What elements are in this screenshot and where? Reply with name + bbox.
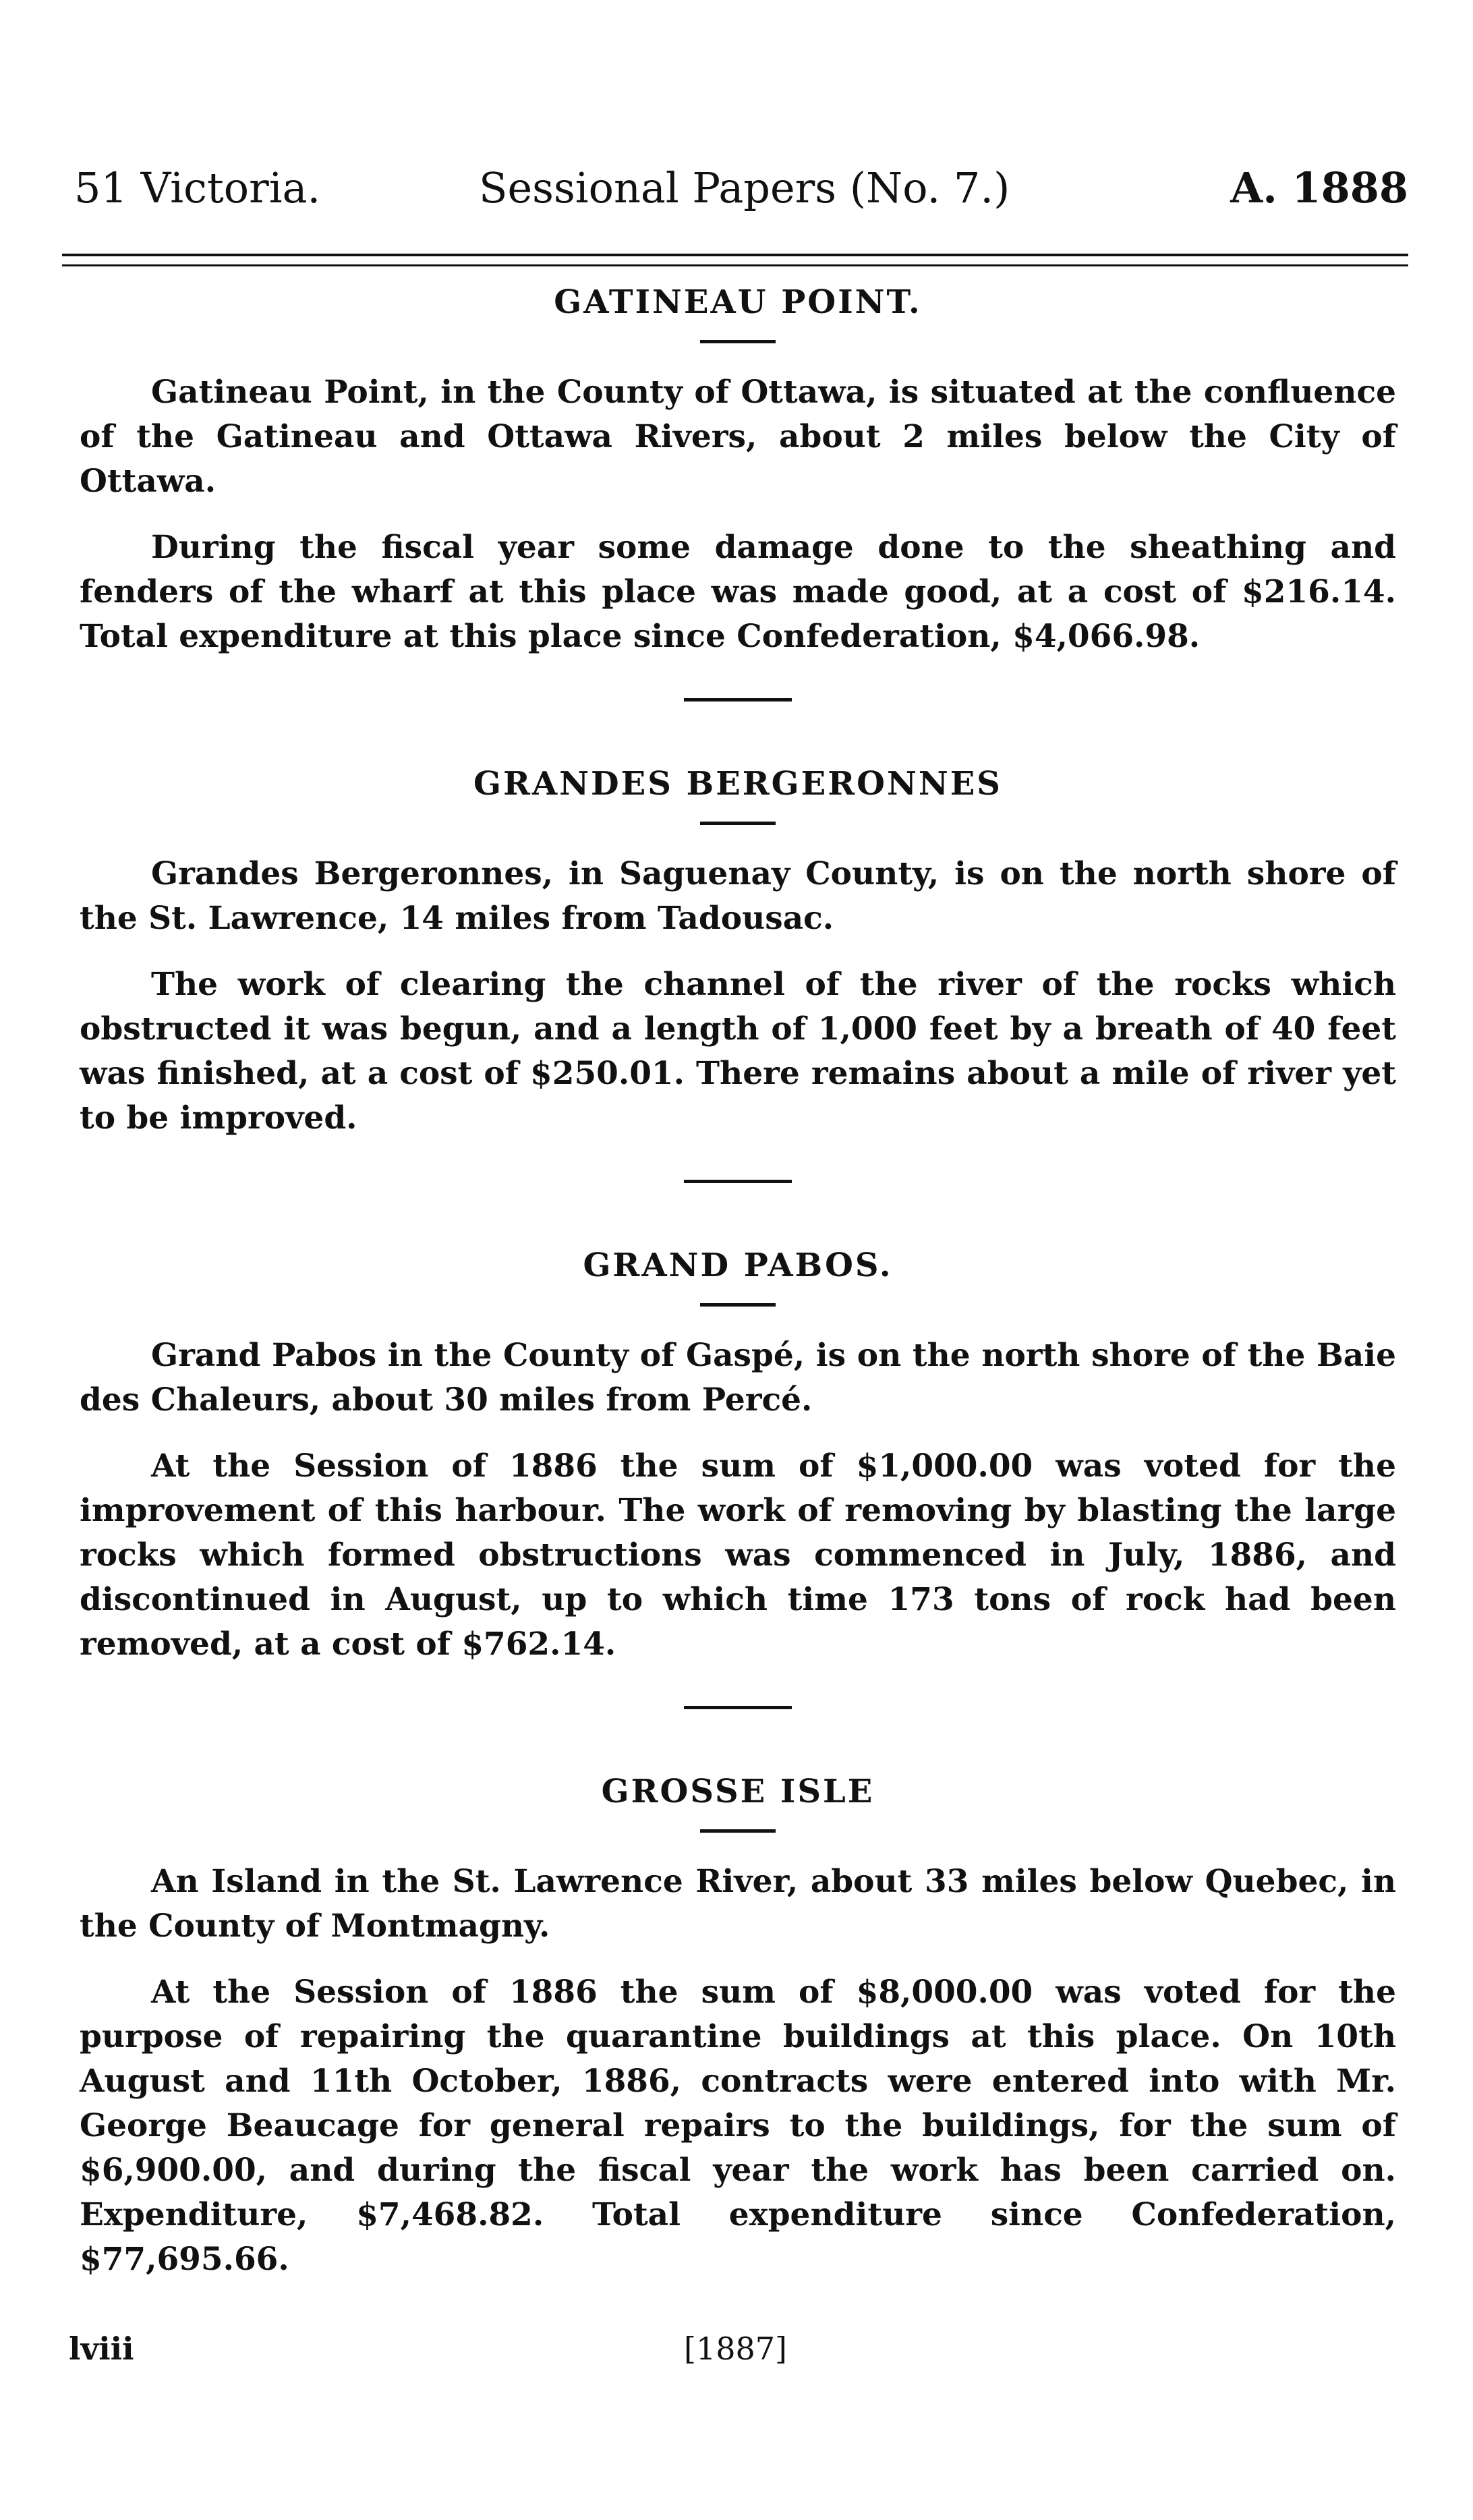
page-number-roman: lviii [69, 2330, 134, 2367]
title-rule [700, 1303, 776, 1307]
section-title: GATINEAU POINT. [554, 283, 922, 321]
section-gatineau-point [80, 282, 1396, 659]
header-rule-upper [62, 254, 1408, 256]
title-rule [700, 340, 776, 343]
section-separator [684, 1706, 792, 1709]
section-title: GROSSE ISLE [601, 1773, 875, 1810]
paragraph: Grand Pabos in the County of Gaspé, is on the north shore of the Baie des Chaleurs, about 30 miles from Percé. [80, 1337, 1396, 1419]
section-title: GRAND PABOS. [583, 1247, 893, 1284]
section-grandes-bergeronnes [80, 764, 1396, 1141]
header-rule-lower [62, 264, 1408, 266]
section-grosse-isle [80, 1771, 1396, 2282]
section-separator [684, 1180, 792, 1183]
section-title: GRANDES BERGERONNES [473, 765, 1002, 803]
header-session: 51 Victoria. [74, 163, 321, 212]
paragraph: Gatineau Point, in the County of Ottawa, is situated at the confluence of the Gatineau and Ottawa Rivers, about 2 miles below the City of Ottawa. [80, 374, 1396, 500]
paragraph: The work of clearing the channel of the river of the rocks which obstructed it was begun, and a length of 1,000 feet by a breath of 40 feet was finished, at a cost of $250.01. There remains about a mile of river yet to be improved. [80, 966, 1396, 1137]
title-rule [700, 1829, 776, 1833]
document-body [80, 282, 1396, 2303]
header-title: Sessional Papers (No. 7.) [479, 163, 1010, 212]
paragraph: During the fiscal year some damage done to the sheathing and fenders of the wharf at this place was made good, at a cost of $216.14. Total expenditure at this place since Confederation, $4,066.98. [80, 529, 1396, 655]
section-separator [684, 698, 792, 701]
paragraph: An Island in the St. Lawrence River, about 33 miles below Quebec, in the County of Montmagny. [80, 1863, 1396, 1945]
page-number-bracket: [1887] [684, 2330, 787, 2367]
title-rule [700, 822, 776, 825]
paragraph: At the Session of 1886 the sum of $1,000.00 was voted for the improvement of this harbour. The work of removing by blasting the large rocks which formed obstructions was commenced in July, 1886, and discontinued in August, up to which time 173 tons of rock had been removed, at a cost of $762.14. [80, 1448, 1396, 1663]
section-grand-pabos [80, 1245, 1396, 1667]
paragraph: At the Session of 1886 the sum of $8,000.00 was voted for the purpose of repairing the quarantine buildings at this place. On 10th August and 11th October, 1886, contracts were entered into with Mr. George Beaucage for general repairs to the buildings, for the sum of $6,900.00, and during the fiscal year the work has been carried on. Expenditure, $7,468.82. Total expenditure since Confederation, $77,695.66. [80, 1974, 1396, 2278]
paragraph: Grandes Bergeronnes, in Saguenay County, is on the north shore of the St. Lawrence, 14 miles from Tadousac. [80, 855, 1396, 937]
header-year: A. 1888 [1230, 163, 1408, 212]
